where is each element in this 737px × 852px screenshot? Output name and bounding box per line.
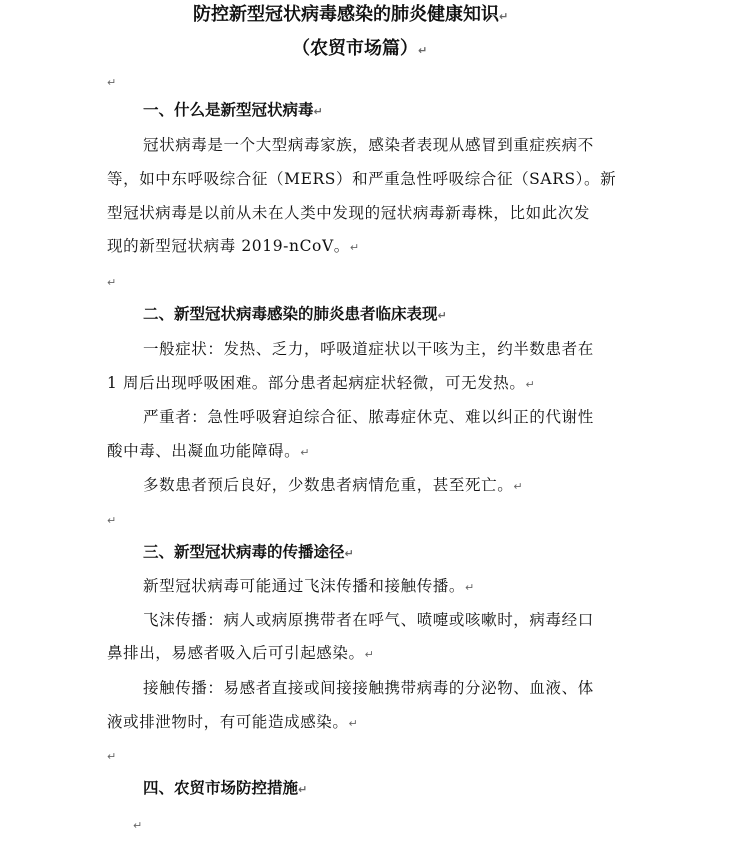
doc-title: 防控新型冠状病毒感染的肺炎健康知识↵	[193, 4, 509, 25]
section-heading-3: 三、新型冠状病毒的传播途径↵	[143, 543, 354, 561]
body-line: 酸中毒、出凝血功能障碍。↵	[107, 442, 311, 460]
body-line: 飞沫传播：病人或病原携带者在呼气、喷嚏或咳嗽时，病毒经口	[143, 611, 594, 629]
body-line: 一般症状：发热、乏力，呼吸道症状以干咳为主，约半数患者在	[143, 340, 594, 358]
section-heading-4: 四、农贸市场防控措施↵	[143, 779, 308, 797]
body-line: 1 周后出现呼吸困难。部分患者起病症状轻微，可无发热。↵	[107, 374, 536, 392]
section-heading-2: 二、新型冠状病毒感染的肺炎患者临床表现↵	[143, 305, 447, 323]
body-line: 接触传播：易感者直接或间接接触携带病毒的分泌物、血液、体	[143, 679, 594, 697]
body-line: 多数患者预后良好，少数患者病情危重，甚至死亡。↵	[143, 476, 524, 494]
paragraph-mark: ↵	[107, 750, 117, 763]
body-line: 等，如中东呼吸综合征（MERS）和严重急性呼吸综合征（SARS）。新	[107, 170, 617, 188]
paragraph-mark: ↵	[133, 819, 143, 832]
body-line: 严重者：急性呼吸窘迫综合征、脓毒症休克、难以纠正的代谢性	[143, 408, 594, 426]
paragraph-mark: ↵	[107, 514, 117, 527]
section-heading-1: 一、什么是新型冠状病毒↵	[143, 101, 323, 119]
body-line: 新型冠状病毒可能通过飞沫传播和接触传播。↵	[143, 577, 475, 595]
paragraph-mark: ↵	[107, 76, 117, 89]
body-line: 现的新型冠状病毒 2019-nCoV。↵	[107, 237, 360, 255]
body-line: 液或排泄物时，有可能造成感染。↵	[107, 713, 359, 731]
body-line: 型冠状病毒是以前从未在人类中发现的冠状病毒新毒株，比如此次发	[107, 204, 591, 222]
body-line: 鼻排出，易感者吸入后可引起感染。↵	[107, 644, 375, 662]
paragraph-mark: ↵	[107, 276, 117, 289]
doc-subtitle: （农贸市场篇）↵	[292, 38, 428, 59]
body-line: 冠状病毒是一个大型病毒家族，感染者表现从感冒到重症疾病不	[143, 136, 594, 154]
